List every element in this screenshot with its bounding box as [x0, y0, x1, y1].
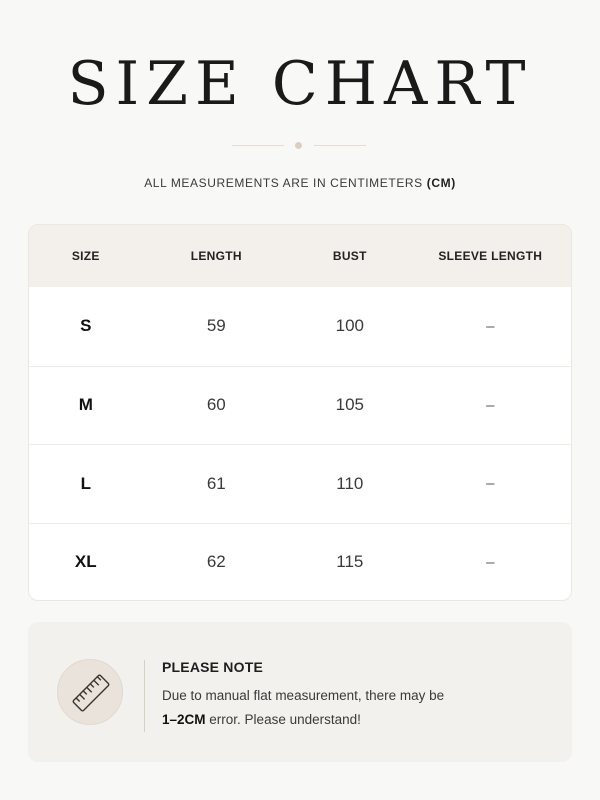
note-title: PLEASE NOTE	[162, 659, 263, 675]
length-cell: 61	[206, 473, 226, 493]
header-size: SIZE	[71, 249, 100, 263]
note-body	[162, 684, 562, 732]
length-cell: 60	[206, 395, 226, 415]
sleeve-cell: –	[486, 475, 495, 493]
note-separator	[144, 660, 145, 732]
size-cell: XL	[74, 552, 97, 572]
table-row	[29, 444, 571, 523]
ruler-icon	[57, 659, 123, 725]
length-cell: 62	[206, 552, 226, 572]
divider-line-right	[314, 145, 366, 146]
note-error-range: 1–2CM	[162, 712, 206, 727]
divider-dot	[295, 142, 302, 149]
size-cell: S	[80, 316, 92, 336]
header-sleeve-length: SLEEVE LENGTH	[438, 249, 543, 263]
sleeve-cell: –	[486, 553, 495, 571]
sleeve-cell: –	[486, 317, 495, 335]
length-cell: 59	[206, 316, 226, 336]
title-divider	[232, 141, 366, 151]
header-length: LENGTH	[190, 249, 242, 263]
subtitle-unit: (CM)	[426, 176, 456, 190]
table-header-row	[29, 225, 571, 287]
table-row	[29, 366, 571, 445]
bust-cell: 105	[335, 395, 364, 415]
size-cell: L	[80, 473, 91, 493]
note-card	[28, 622, 572, 762]
note-line-2: error. Please understand!	[209, 712, 361, 727]
subtitle-text: ALL MEASUREMENTS ARE IN CENTIMETERS	[144, 176, 423, 190]
table-body	[29, 287, 571, 601]
bust-cell: 115	[336, 552, 364, 572]
table-row	[29, 287, 571, 366]
measurement-unit-note	[0, 176, 600, 190]
page-title: SIZE CHART	[67, 49, 533, 119]
bust-cell: 100	[335, 316, 364, 336]
sleeve-cell: –	[486, 396, 495, 414]
bust-cell: 110	[336, 473, 364, 493]
note-line-1: Due to manual flat measurement, there may be	[162, 688, 445, 703]
size-cell: M	[78, 395, 93, 415]
table-row	[29, 523, 571, 602]
header-bust: BUST	[332, 249, 367, 263]
size-table	[28, 224, 572, 601]
divider-line-left	[232, 145, 284, 146]
